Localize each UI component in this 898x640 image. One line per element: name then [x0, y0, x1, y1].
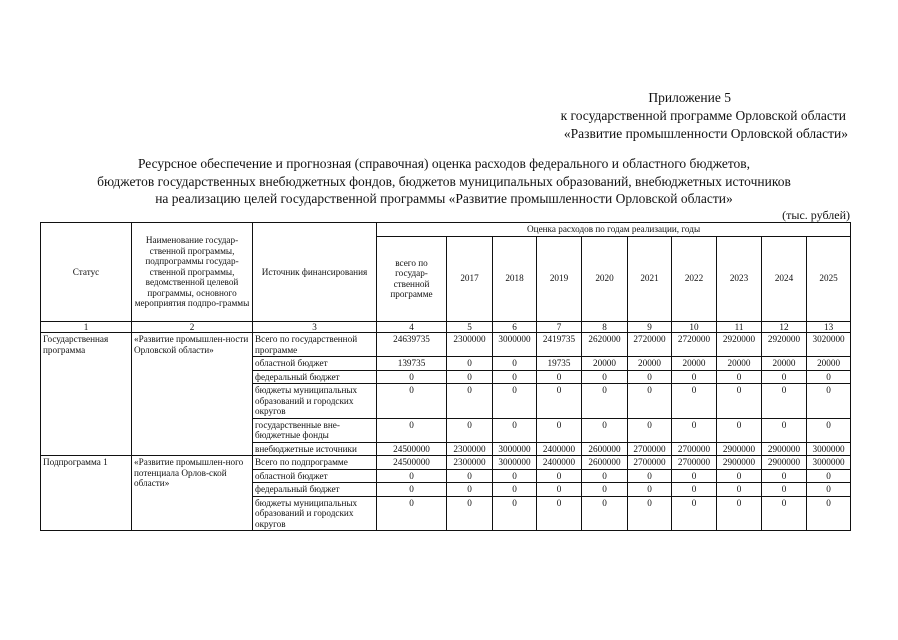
row-year-value: 0	[628, 496, 672, 531]
header-year: 2023	[717, 236, 762, 321]
column-number: 12	[762, 321, 807, 333]
row-year-value: 0	[537, 483, 582, 497]
row-year-value: 0	[628, 370, 672, 384]
row-total: 0	[377, 469, 447, 483]
title-line-3: на реализацию целей государственной программы «Развитие промышленности Орловской области»	[155, 191, 733, 206]
row-year-value: 0	[807, 483, 851, 497]
row-year-value: 20000	[762, 357, 807, 371]
row-funding-source: бюджеты муниципальных образований и городских округов	[253, 384, 377, 419]
row-year-value: 0	[493, 357, 537, 371]
row-funding-source: внебюджетные источники	[253, 442, 377, 456]
row-total: 0	[377, 384, 447, 419]
row-year-value: 0	[672, 496, 717, 531]
row-year-value: 0	[628, 384, 672, 419]
row-year-value: 2720000	[672, 333, 717, 357]
row-funding-source: государственные вне-бюджетные фонды	[253, 418, 377, 442]
row-total: 0	[377, 496, 447, 531]
row-year-value: 0	[672, 469, 717, 483]
row-year-value: 0	[717, 370, 762, 384]
row-total: 24500000	[377, 456, 447, 470]
row-year-value: 2600000	[582, 456, 628, 470]
row-status: Подпрограмма 1	[41, 456, 132, 531]
column-number: 10	[672, 321, 717, 333]
row-year-value: 0	[582, 384, 628, 419]
row-year-value: 3020000	[807, 333, 851, 357]
column-number: 8	[582, 321, 628, 333]
row-year-value: 20000	[582, 357, 628, 371]
row-year-value: 0	[762, 483, 807, 497]
title-line-1: Ресурсное обеспечение и прогнозная (справочная) оценка расходов федерального и областного бюджетов,	[137, 156, 751, 171]
row-year-value: 2920000	[717, 333, 762, 357]
row-status: Государственная программа	[41, 333, 132, 456]
row-total: 0	[377, 418, 447, 442]
row-funding-source: бюджеты муниципальных образований и городских округов	[253, 496, 377, 531]
row-year-value: 0	[493, 418, 537, 442]
row-year-value: 2900000	[717, 456, 762, 470]
row-year-value: 2920000	[762, 333, 807, 357]
column-number: 3	[253, 321, 377, 333]
row-year-value: 0	[807, 418, 851, 442]
column-number: 6	[493, 321, 537, 333]
row-year-value: 0	[762, 384, 807, 419]
row-year-value: 0	[447, 483, 493, 497]
row-year-value: 2400000	[537, 442, 582, 456]
title-line-2: бюджетов государственных внебюджетных фондов, бюджетов муниципальных образований, внебюджетных источников	[97, 173, 791, 189]
row-year-value: 0	[582, 496, 628, 531]
table-row	[41, 333, 851, 357]
row-year-value: 20000	[672, 357, 717, 371]
row-year-value: 0	[807, 496, 851, 531]
row-year-value: 0	[582, 418, 628, 442]
row-year-value: 0	[672, 370, 717, 384]
row-year-value: 2720000	[628, 333, 672, 357]
row-year-value: 2700000	[672, 442, 717, 456]
row-year-value: 20000	[807, 357, 851, 371]
resource-table	[40, 222, 851, 531]
column-number-row	[41, 321, 851, 333]
row-year-value: 0	[447, 384, 493, 419]
row-total: 0	[377, 370, 447, 384]
row-year-value: 2620000	[582, 333, 628, 357]
appendix-reference: к государственной программе Орловской области	[560, 108, 846, 123]
row-year-value: 0	[807, 469, 851, 483]
row-year-value: 3000000	[807, 442, 851, 456]
row-year-value: 0	[537, 370, 582, 384]
row-funding-source: федеральный бюджет	[253, 483, 377, 497]
row-year-value: 0	[628, 418, 672, 442]
row-year-value: 2900000	[717, 442, 762, 456]
row-year-value: 0	[447, 496, 493, 531]
document-title	[40, 155, 848, 208]
header-year: 2021	[628, 236, 672, 321]
column-number: 11	[717, 321, 762, 333]
row-year-value: 0	[717, 496, 762, 531]
row-year-value: 0	[493, 469, 537, 483]
row-year-value: 20000	[628, 357, 672, 371]
row-year-value: 3000000	[493, 456, 537, 470]
row-year-value: 2900000	[762, 442, 807, 456]
row-year-value: 20000	[717, 357, 762, 371]
row-funding-source: областной бюджет	[253, 357, 377, 371]
row-year-value: 0	[582, 483, 628, 497]
appendix-header	[420, 89, 848, 143]
header-estimate-group: Оценка расходов по годам реализации, годы	[377, 223, 851, 237]
row-year-value: 2300000	[447, 442, 493, 456]
row-year-value: 0	[582, 469, 628, 483]
row-year-value: 0	[672, 483, 717, 497]
row-year-value: 0	[762, 418, 807, 442]
row-year-value: 0	[628, 469, 672, 483]
row-year-value: 0	[628, 483, 672, 497]
row-year-value: 0	[537, 418, 582, 442]
row-total: 0	[377, 483, 447, 497]
header-year: 2025	[807, 236, 851, 321]
header-year: 2018	[493, 236, 537, 321]
column-number: 1	[41, 321, 132, 333]
column-number: 9	[628, 321, 672, 333]
column-number: 5	[447, 321, 493, 333]
row-year-value: 0	[762, 496, 807, 531]
header-name: Наименование государ-ственной программы, подпрограммы государ-ственной программы, ведомственной целевой программы, основного мероприятия подпро-граммы	[132, 223, 253, 322]
row-year-value: 0	[447, 357, 493, 371]
column-number: 4	[377, 321, 447, 333]
appendix-number: Приложение 5	[648, 90, 731, 105]
unit-label: (тыс. рублей)	[782, 208, 850, 222]
row-total: 139735	[377, 357, 447, 371]
row-year-value: 0	[717, 469, 762, 483]
row-year-value: 2300000	[447, 456, 493, 470]
row-funding-source: федеральный бюджет	[253, 370, 377, 384]
row-year-value: 2419735	[537, 333, 582, 357]
row-year-value: 0	[493, 496, 537, 531]
row-year-value: 0	[762, 370, 807, 384]
appendix-program-name: «Развитие промышленности Орловской области»	[563, 126, 848, 141]
header-year: 2024	[762, 236, 807, 321]
row-year-value: 3000000	[807, 456, 851, 470]
row-year-value: 0	[447, 418, 493, 442]
row-year-value: 2600000	[582, 442, 628, 456]
header-total: всего по государ-ственной программе	[377, 236, 447, 321]
row-funding-source: Всего по государственной программе	[253, 333, 377, 357]
header-source: Источник финансирования	[253, 223, 377, 322]
column-number: 13	[807, 321, 851, 333]
row-year-value: 19735	[537, 357, 582, 371]
header-year: 2019	[537, 236, 582, 321]
column-number: 7	[537, 321, 582, 333]
row-year-value: 0	[537, 496, 582, 531]
header-year: 2020	[582, 236, 628, 321]
row-year-value: 2700000	[628, 442, 672, 456]
row-year-value: 0	[447, 370, 493, 384]
row-year-value: 0	[582, 370, 628, 384]
row-year-value: 0	[447, 469, 493, 483]
row-year-value: 0	[807, 370, 851, 384]
row-year-value: 0	[762, 469, 807, 483]
row-funding-source: Всего по подпрограмме	[253, 456, 377, 470]
row-funding-source: областной бюджет	[253, 469, 377, 483]
header-year: 2017	[447, 236, 493, 321]
row-year-value: 0	[807, 384, 851, 419]
row-year-value: 0	[493, 483, 537, 497]
row-program-name: «Развитие промышлен-ности Орловской области»	[132, 333, 253, 456]
row-year-value: 0	[493, 384, 537, 419]
row-program-name: «Развитие промышлен-ного потенциала Орлов-ской области»	[132, 456, 253, 531]
row-year-value: 2700000	[628, 456, 672, 470]
row-year-value: 0	[672, 384, 717, 419]
row-total: 24500000	[377, 442, 447, 456]
row-year-value: 0	[717, 418, 762, 442]
row-total: 24639735	[377, 333, 447, 357]
column-number: 2	[132, 321, 253, 333]
row-year-value: 3000000	[493, 333, 537, 357]
row-year-value: 0	[493, 370, 537, 384]
row-year-value: 0	[717, 483, 762, 497]
header-status: Статус	[41, 223, 132, 322]
row-year-value: 2900000	[762, 456, 807, 470]
row-year-value: 0	[537, 469, 582, 483]
table-row	[41, 456, 851, 470]
row-year-value: 2400000	[537, 456, 582, 470]
row-year-value: 2700000	[672, 456, 717, 470]
row-year-value: 3000000	[493, 442, 537, 456]
header-year: 2022	[672, 236, 717, 321]
row-year-value: 0	[717, 384, 762, 419]
row-year-value: 2300000	[447, 333, 493, 357]
row-year-value: 0	[537, 384, 582, 419]
row-year-value: 0	[672, 418, 717, 442]
